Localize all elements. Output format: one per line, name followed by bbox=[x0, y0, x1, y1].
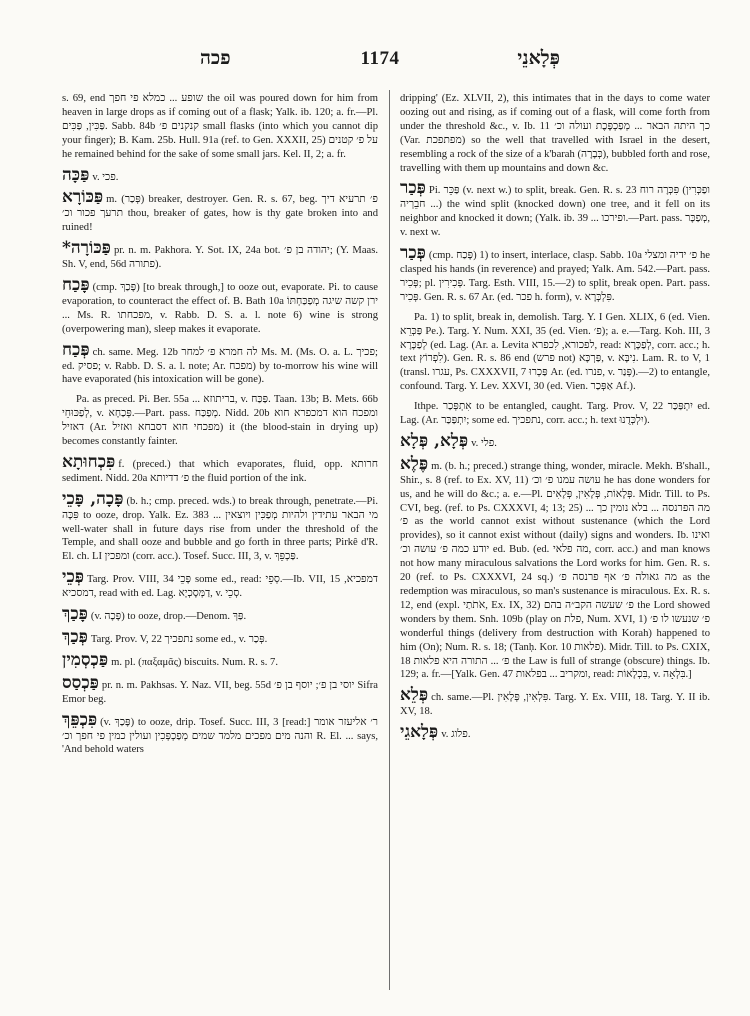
dictionary-entry bbox=[400, 178, 711, 240]
entry-headword: פְּכַר bbox=[400, 178, 426, 199]
dictionary-entry bbox=[400, 430, 710, 451]
dictionary-entry bbox=[62, 567, 378, 601]
entry-definition: v. פלי. bbox=[471, 437, 497, 449]
dictionary-entry bbox=[400, 722, 710, 743]
entry-headword: פַּכּוֹרָה* bbox=[62, 238, 111, 259]
column-divider bbox=[389, 90, 390, 990]
entry-headword: פָּכָה, פָּכֵי bbox=[62, 488, 124, 509]
running-head-right: פְּלָאנֵי bbox=[517, 48, 560, 69]
dictionary-entry bbox=[62, 187, 379, 235]
entry-definition: (cmp. פָּכַךְ) [to break through,] to ooze out, evaporate. Pi. to cause evaporation, to counteract the effect of. B. Bath 10a ירן קשה שיגה מְפַכַּחְתּוֹ ... Ms. R. מפכחתו, v. Rabb. D. S. a. l. note 6) wine is strong (overpowering man), sleep makes it evaporate. bbox=[62, 281, 378, 335]
dictionary-entry bbox=[62, 488, 378, 565]
dictionary-entry bbox=[62, 649, 378, 670]
entry-headword: פְּלֵא bbox=[400, 685, 429, 706]
entry-definition: pr. n. m. Pakhsas. Y. Naz. VII, beg. 55d יוסי בן פ׳; יוסף בן פ׳ Sifra Emor beg. bbox=[62, 679, 378, 705]
entry-definition: Targ. Prov. V, 22 נתפכיך some ed., v. פְּכַר. bbox=[90, 634, 268, 645]
entry-definition: Targ. Prov. VIII, 34 פָּכֵי some ed., read: סְפֵי.—Ib. VII, 15 דמפכיא, דמסכיא, read with ed. Lag. דַמְּסָכְיָא, v. סְכֵי. bbox=[62, 574, 378, 600]
entry-definition: (v. פָּכָה) to ooze, drop.—Denom. פַּךְ. bbox=[90, 611, 247, 623]
entry-headword: פְּלָאגֵי bbox=[400, 722, 439, 743]
entry-headword: פֶּלֶא bbox=[400, 453, 429, 474]
dictionary-entry bbox=[62, 627, 378, 647]
entry-definition: ch. same. Meg. 12b לה חמרא פ׳ למחר Ms. M. (Ms. O. a. L. פכיך; ed. פסיק; v. Rabb. D. S. a. l. note; Ar. מפכח) by to-morrow his wine will have evaporated (his intoxication will be gone). bbox=[62, 346, 379, 386]
entry-definition: dripping' (Ez. XLVII, 2), this intimates that in the days to come water oozing out and rising, as if coming out of a flask, will come forth from under the threshold &c., v. Ib. 11 כך היתה הבאר ... מְפַכְפֶּכֶת ועולה וכ׳ (Var. מפתפכת) so the well that travelled with Israel in the desert, resembling a rock of the size of a k'barah (כְּבָרָה), bubbled forth and rose, travelling with them up mountains and down &c. bbox=[400, 93, 711, 174]
entry-headword: פַּכְסְמִין bbox=[62, 649, 109, 670]
right-column bbox=[400, 92, 710, 748]
entry-headword: פַּכּוֹרָא bbox=[62, 187, 104, 208]
entry-headword: פְּלָא, פְּלָא bbox=[400, 430, 469, 451]
entry-headword: פְּכַח bbox=[62, 339, 90, 360]
entry-headword: פְּכַךְ bbox=[62, 627, 88, 647]
dictionary-entry bbox=[62, 604, 378, 625]
entry-definition: (cmp. פָּכַח) 1) to insert, interlace, clasp. Sabb. 10a פ׳ ידיה ומצלי he clasped his hands (in reverence) and prayed; Yalk. Am. 542.—Part. pass. פְּכִיר; pl. פְּכִירִין. Targ. Esth. VIII, 15.—2) to split, break open. Part. pass. פְּכִיר. Gen. R. s. 67 Ar. (ed. פכר h. form), v. פִּלְכְּרָא. bbox=[400, 250, 710, 303]
entry-definition: (v. פָּכַךְ) to ooze, drip. Tosef. Succ. III, 3 [read:] ר׳ אליעזר אומר והנה מים מפכים מלמד שמים מְפַכְפְּכִין ועולין כמין פי חפך וכ׳ R. El. ... says, 'And behold waters bbox=[62, 716, 379, 756]
running-head-left: פכה bbox=[200, 48, 231, 69]
continued-entry bbox=[62, 92, 378, 162]
entry-definition: f. (preced.) that which evaporates, fluid, opp. חרותא sediment. Nidd. 20a פ׳ דדיותא the fluid portion of the ink. bbox=[62, 458, 378, 484]
entry-headword: פָּכַח bbox=[62, 274, 90, 295]
dictionary-entry bbox=[400, 311, 710, 394]
dictionary-entry bbox=[400, 685, 710, 719]
entry-headword: פְּכֵי bbox=[62, 567, 85, 588]
entry-definition: (b. h.; cmp. preced. wds.) to break through, penetrate.—Pi. פִּכָּה to ooze, drop. Yalk. Ez. 383 ... מי הבאר עתידין ולהיות מְפַכִּין ויוצאין well-water shall in future days rise from under the threshold of the Temple, and shall ooze and bubble and go forth in three parts; Pirkê d'R. El. ch. LI ומפכין (corr. acc.). Tosef. Succ. III, 3, v. פַּכְפֵּךְ. bbox=[62, 495, 378, 563]
dictionary-entry bbox=[62, 672, 378, 707]
entry-headword: פְּכַר bbox=[400, 243, 426, 264]
dictionary-entry bbox=[62, 451, 378, 486]
entry-headword: פָּכַךְ bbox=[62, 604, 88, 625]
page-header bbox=[60, 48, 700, 72]
left-column bbox=[62, 92, 378, 763]
entry-definition: Ithpe. אִתְפְּכַר to be entangled, caught. Targ. Prov. V, 22 יִתְפַּכַּר ed. Lag. (Ar. יִתְפַּכַּר; some ed. נתפכיך, corr. acc.; h. text יִלְכְּדֻנוּ). bbox=[400, 401, 710, 427]
page-number: 1174 bbox=[360, 48, 400, 69]
dictionary-entry bbox=[62, 339, 379, 388]
entry-definition: s. 69, end שופע ... כמלא פי חפך the oil was poured down for him from heaven in large drops as if coming out of a flask; Yalk. ib. 120; a. fr.—Pl. פַּכִּין, פַּכִּים. Sabb. 84b קנקנים פ׳ small flasks (into which you cannot dip your finger); B. Kam. 25b. Hull. 91a (ref. to Gen. XXXII, 25) על פ׳ קטנים he remained behind for the sake of some small jars. Kel. II, 2; a. fr. bbox=[62, 93, 378, 160]
entry-definition: Pa. 1) to split, break in, demolish. Targ. Y. I Gen. XLIX, 6 (ed. Vien. פַּכְּרֵא Pe.). Targ. Y. Num. XXI, 35 (ed. Vien. פ׳); a. e.—Targ. Koh. III, 3 לְפַכָּרָא (ed. Lag. (Ar. a. Levita לפכורא, לִכפרא, read: לְפַכָּרָא, corr. acc.; h. text לִפְרוֹץ). Gen. R. s. 86 end (פרש not) פַּרְכָּא, v. נִיבָּא. Lam. R. to V, 1 (transl. עגרו, Ps. CXXXVII, 7 פַּכְרוּ Ar. (ed. פנרו, v. פְּנַר).—2) to entangle, confound. Targ. Y. Lev. XXVI, 30 (ed. Vien. אַפְּכַר Af.). bbox=[400, 311, 710, 393]
entry-definition: pr. n. m. Pakhora. Y. Sot. IX, 24a bot. יהודה בן פ׳; (Y. Maas. Sh. V, end, 56d פתורה). bbox=[62, 245, 379, 271]
dictionary-entry bbox=[62, 393, 378, 449]
dictionary-entry bbox=[400, 400, 710, 428]
entry-definition: v. פלוג. bbox=[441, 729, 471, 741]
entry-definition: v. פכי. bbox=[92, 171, 119, 183]
entry-definition: ch. same.—Pl. פִּלְאִין, פְּלָאִין. Targ. Y. Ex. VIII, 18. Targ. Y. II ib. XV, 18. bbox=[400, 692, 710, 718]
dictionary-entry bbox=[400, 243, 710, 305]
entry-definition: m. (פְּכַר) breaker, destroyer. Gen. R. s. 67, beg. פ׳ תרעיא דיך תרעך פכור וכ׳ thou, breaker of gates, how is thy gate broken into and ruined! bbox=[62, 194, 379, 234]
continued-entry bbox=[400, 92, 710, 175]
entry-definition: m. (b. h.; preced.) strange thing, wonder, miracle. Mekh. B'shall., Shir., s. 8 (ref. to Ex. XV, 11) עושה עמנו פ׳ וכ׳ he has done wonders for us, and he will do &c.; a. e.—Pl. פְּלָאוֹת, פְּלָאִין, פְּלָאִים. Midr. Till. to Ps. CVI, beg. (ref. to Ps. CXXXVI, 4; 13; 25) ... מה הפרנסה ... בלא נומין כך פ׳ as the world cannot exist without sustenance (which the Lord provides), so it cannot exist without (daily) signs and wonders. Ib. ואינו יודע כמה פ׳ עושה וכ׳ ed. Bub. (ed. מה פלאי, corr. acc.) and man knows not how many miraculous salvations the Lord works for him. Gen. R. s. 20 (ref. to Ps. CXXXVI, 24 sq.) מה גאולה פ׳ אף פרנסה פ׳ as the redemption was miraculous, so man's sustenance is miraculous. Ex. R. s. 12, end (expl. אֹתֹתַי, Ex. IX, 32) פ׳ שעשה הקב״ה בהם the Lord showed wonders by them. Snh. 109b (play on פלת, Num. XVI, 1) פ׳ שנעשו לו פ׳ wonderful things (delivery from destruction with Korah) happened to him (On); Num. R. s. 18; (Tanḥ. Kor. 10 פלאות). Midr. Till. to Ps. CXIX, 18 פ׳ ... התורה היא פלאות the Law is full of strange (obscure) things. Ib. 129; a. fr.—[Yalk. Gen. 47 ומקריב ... בפלאות, read: בִּכְלָאוֹת, v. בִּלְאָה.] bbox=[400, 460, 710, 681]
dictionary-entry bbox=[62, 164, 378, 185]
entry-definition: Pi. פַּכֵּר (v. next w.) to split, break. Gen. R. s. 23 ופַכְּרִין) פִּכְּרָה רוח ... חבֵרְיה) the wind split (knocked down) one tree, and it fell on its neighbor and knocked it down; (Yalk. ib. 39 ... ופירכו.—Part. pass. מְפַכָּר, v. next w. bbox=[400, 185, 711, 239]
entry-headword: פַּכְסַס bbox=[62, 672, 99, 693]
dictionary-entry bbox=[62, 274, 378, 337]
entry-headword: פִּכְחוּתָא bbox=[62, 451, 116, 472]
dictionary-entry bbox=[400, 453, 710, 683]
entry-headword: פִּכְפֵּךְ bbox=[62, 709, 98, 730]
entry-definition: Pa. as preced. Pi. Ber. 55a ... בריתוזא, v. פַּכַּח. Taan. 13b; B. Mets. 66b לְפַכּוּחֵי, v. פְּכַחָא.—Part. pass. מְפַכַּח. Nidd. 20b ומפכח הוא דמכפרא חוא דאזיל (Ar. מפכחי חוא דסבחא ואזיל) it (the blood-stain in drying up) becomes constantly fainter. bbox=[62, 394, 379, 448]
entry-headword: פַּכָּה bbox=[62, 164, 90, 185]
entry-definition: m. pl. (παξαμᾶς) biscuits. Num. R. s. 7. bbox=[111, 656, 278, 668]
dictionary-entry bbox=[62, 238, 379, 272]
dictionary-entry bbox=[62, 709, 379, 758]
